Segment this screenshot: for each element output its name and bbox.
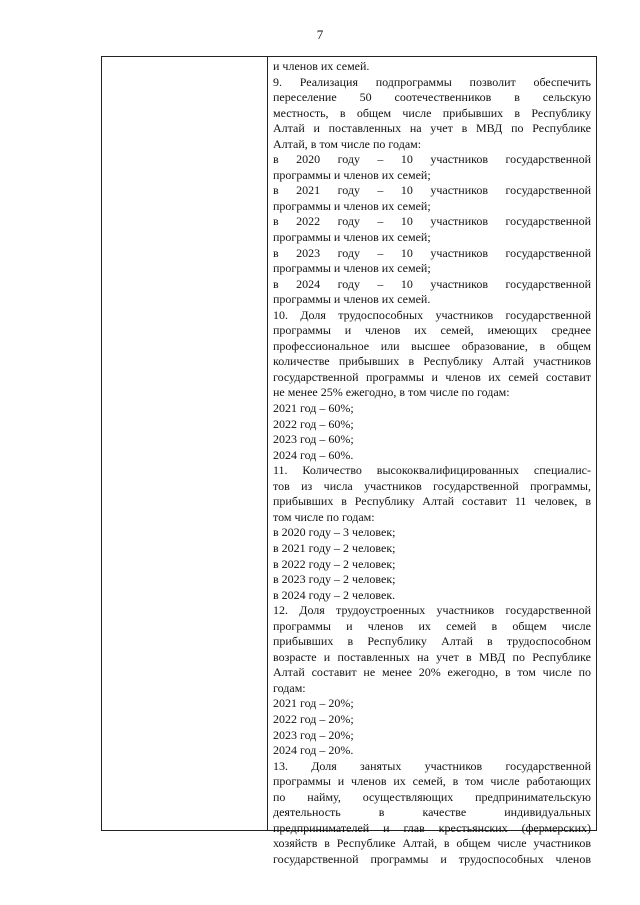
text-line: государственной программы и членов их семей составит (273, 369, 591, 384)
text-line: 9. Реализация подпрограммы позволит обеспечить (273, 74, 591, 89)
text-line: в 2021 году – 10 участников государственной (273, 183, 591, 198)
text-line: предпринимателей и глав крестьянских (фермерских) (273, 820, 591, 835)
text-line: тов из числа участников государственной программы, (273, 478, 591, 493)
table-right-cell (267, 56, 597, 866)
text-line: 2021 год – 20%; (273, 696, 354, 711)
text-line: количестве прибывших в Республику Алтай участников (273, 354, 591, 369)
text-line: программы и членов их семей, имеющих среднее (273, 323, 591, 338)
text-line: государственной программы и трудоспособных членов (273, 851, 591, 866)
text-line: 2024 год – 60%. (273, 447, 354, 462)
text-line: программы и членов их семей; (273, 198, 431, 213)
text-line: 2022 год – 20%; (273, 711, 354, 726)
text-line: в 2023 году – 10 участников государственной (273, 245, 591, 260)
text-line: хозяйств в Республике Алтай, в общем числе участников (273, 836, 591, 851)
text-line: в 2022 году – 2 человек; (273, 556, 396, 571)
text-line: программы и членов их семей; (273, 167, 431, 182)
text-line: возрасте и поставленных на учет в МВД по Республике (273, 649, 591, 664)
text-line: 2024 год – 20%. (273, 743, 354, 758)
text-line: годам: (273, 680, 306, 695)
text-line: в 2022 году – 10 участников государственной (273, 214, 591, 229)
text-line: 12. Доля трудоустроенных участников государственной (273, 603, 591, 618)
text-line: профессиональное или высшее образование, в общем (273, 338, 591, 353)
text-line: деятельность в качестве индивидуальных (273, 805, 591, 820)
text-line: 11. Количество высококвалифицированных специалис- (273, 463, 591, 478)
text-line: 2021 год – 60%; (273, 401, 354, 416)
text-line: по найму, осуществляющих предпринимательскую (273, 789, 591, 804)
text-line: программы и членов их семей. (273, 292, 431, 307)
text-line: и членов их семей. (273, 59, 370, 73)
text-line: 13. Доля занятых участников государственной (273, 758, 591, 773)
text-line: в 2024 году – 10 участников государственной (273, 276, 591, 291)
text-line: 2022 год – 60%; (273, 416, 354, 431)
text-line: в 2023 году – 2 человек; (273, 572, 396, 587)
text-line: программы и членов их семей в общем числе (273, 618, 591, 633)
table-left-cell (101, 56, 268, 831)
text-line: 2023 год – 60%; (273, 432, 354, 447)
text-line: 10. Доля трудоспособных участников государственной (273, 307, 591, 322)
text-line: не менее 25% ежегодно, в том числе по годам: (273, 385, 510, 400)
text-line: местность, в общем числе прибывших в Республику (273, 105, 591, 120)
text-line: Алтай, в том числе по годам: (273, 136, 422, 151)
text-line: программы и членов их семей; (273, 261, 431, 276)
text-line: программы и членов их семей; (273, 230, 431, 245)
text-line: в 2020 году – 3 человек; (273, 525, 396, 540)
text-line: прибывших в Республику Алтай составит 11 человек, в (273, 494, 591, 509)
text-line: в 2021 году – 2 человек; (273, 540, 396, 555)
text-line: том числе по годам: (273, 509, 375, 524)
text-lines (273, 59, 591, 867)
text-line: Алтай и поставленных на учет в МВД по Республике (273, 121, 591, 136)
page-number: 7 (316, 27, 324, 42)
text-line: в 2024 году – 2 человек. (273, 587, 396, 602)
text-line: Алтай составит не менее 20% ежегодно, в том числе по (273, 665, 591, 680)
text-line: в 2020 году – 10 участников государственной (273, 152, 591, 167)
text-line: прибывших в Республику Алтай в трудоспособном (273, 634, 591, 649)
text-line: переселение 50 соотечественников в сельскую (273, 90, 591, 105)
text-line: программы и членов их семей, в том числе работающих (273, 774, 591, 789)
text-line: 2023 год – 20%; (273, 727, 354, 742)
